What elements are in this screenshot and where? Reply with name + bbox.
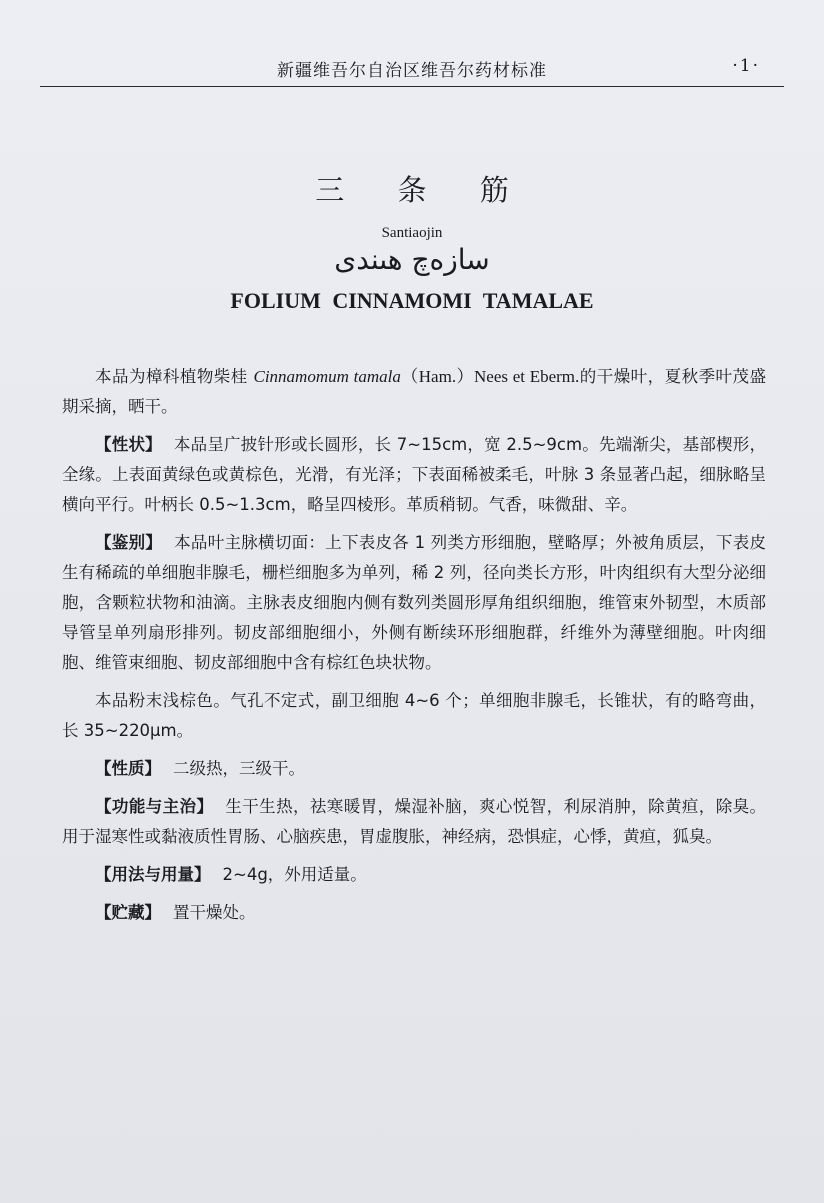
section-label-storage: 【贮藏】 (95, 903, 161, 922)
monograph-title-uyghur: سازەچ ھىندى (334, 243, 490, 276)
section-function (62, 792, 766, 852)
species-authority: （Ham.）Nees et Eberm. (400, 367, 580, 386)
section-label-nature: 【性质】 (95, 759, 161, 778)
section-nature (62, 754, 766, 784)
section-text-powder: 本品粉末浅棕色。气孔不定式，副卫细胞 4~6 个；单细胞非腺毛，长锥状，有的略弯曲，长 35~220μm。 (62, 691, 766, 740)
section-text-identification: 本品叶主脉横切面：上下表皮各 1 列类方形细胞，壁略厚；外被角质层，下表皮生有稀疏的单细胞非腺毛，栅栏细胞多为单列，稀 2 列，径向类长方形，叶肉组织有大型分泌细胞，含颗粒状物和油滴。主脉表皮细胞内侧有数列类圆形厚角组织细胞，维管束外韧型，木质部导管呈单列扇形排列。韧皮部细胞细小，外侧有断续环形细胞群，纤维外为薄壁细胞。叶肉细胞、维管束细胞、韧皮部细胞中含有棕红色块状物。 (62, 533, 766, 672)
section-identification (62, 528, 766, 678)
section-text-nature: 二级热，三级干。 (173, 759, 305, 778)
page-number: ·1· (732, 56, 760, 76)
section-powder (62, 686, 766, 746)
section-text-characters: 本品呈广披针形或长圆形，长 7~15cm，宽 2.5~9cm。先端渐尖，基部楔形，全缘。上表面黄绿色或黄棕色，光滑，有光泽；下表面稀被柔毛，叶脉 3 条显著凸起，细脉略呈横向平行。叶柄长 0.5~1.3cm，略呈四棱形。革质稍韧。气香，味微甜、辛。 (62, 435, 766, 514)
section-text-storage: 置干燥处。 (173, 903, 256, 922)
section-label-function: 【功能与主治】 (95, 797, 214, 816)
header-title: 新疆维吾尔自治区维吾尔药材标准 (277, 61, 547, 81)
intro-paragraph (62, 362, 766, 422)
intro-suffix: 的干燥叶，夏秋季叶茂盛期采摘，晒干。 (62, 367, 766, 416)
section-label-identification: 【鉴别】 (95, 533, 163, 552)
species-name: Cinnamomum tamala (253, 367, 401, 386)
monograph-body (62, 362, 766, 936)
intro-prefix: 本品为樟科植物柴桂 (95, 367, 254, 386)
monograph-title-latin: FOLIUM CINNAMOMI TAMALAE (230, 288, 594, 313)
section-storage (62, 898, 766, 928)
section-text-function: 生干生热，祛寒暖胃，燥湿补脑，爽心悦智，利尿消肿，除黄疸，除臭。用于湿寒性或黏液质性胃肠、心脑疾患，胃虚腹胀，神经病，恐惧症，心悸，黄疸，狐臭。 (62, 797, 767, 846)
section-characters (62, 430, 766, 520)
section-label-dosage: 【用法与用量】 (95, 865, 211, 884)
monograph-title-pinyin: Santiaojin (381, 225, 443, 241)
section-text-dosage: 2~4g，外用适量。 (222, 865, 367, 884)
monograph-title-chinese: 三 条 筋 (315, 173, 531, 207)
section-dosage (62, 860, 766, 890)
section-label-characters: 【性状】 (95, 435, 162, 454)
running-header (40, 50, 784, 87)
